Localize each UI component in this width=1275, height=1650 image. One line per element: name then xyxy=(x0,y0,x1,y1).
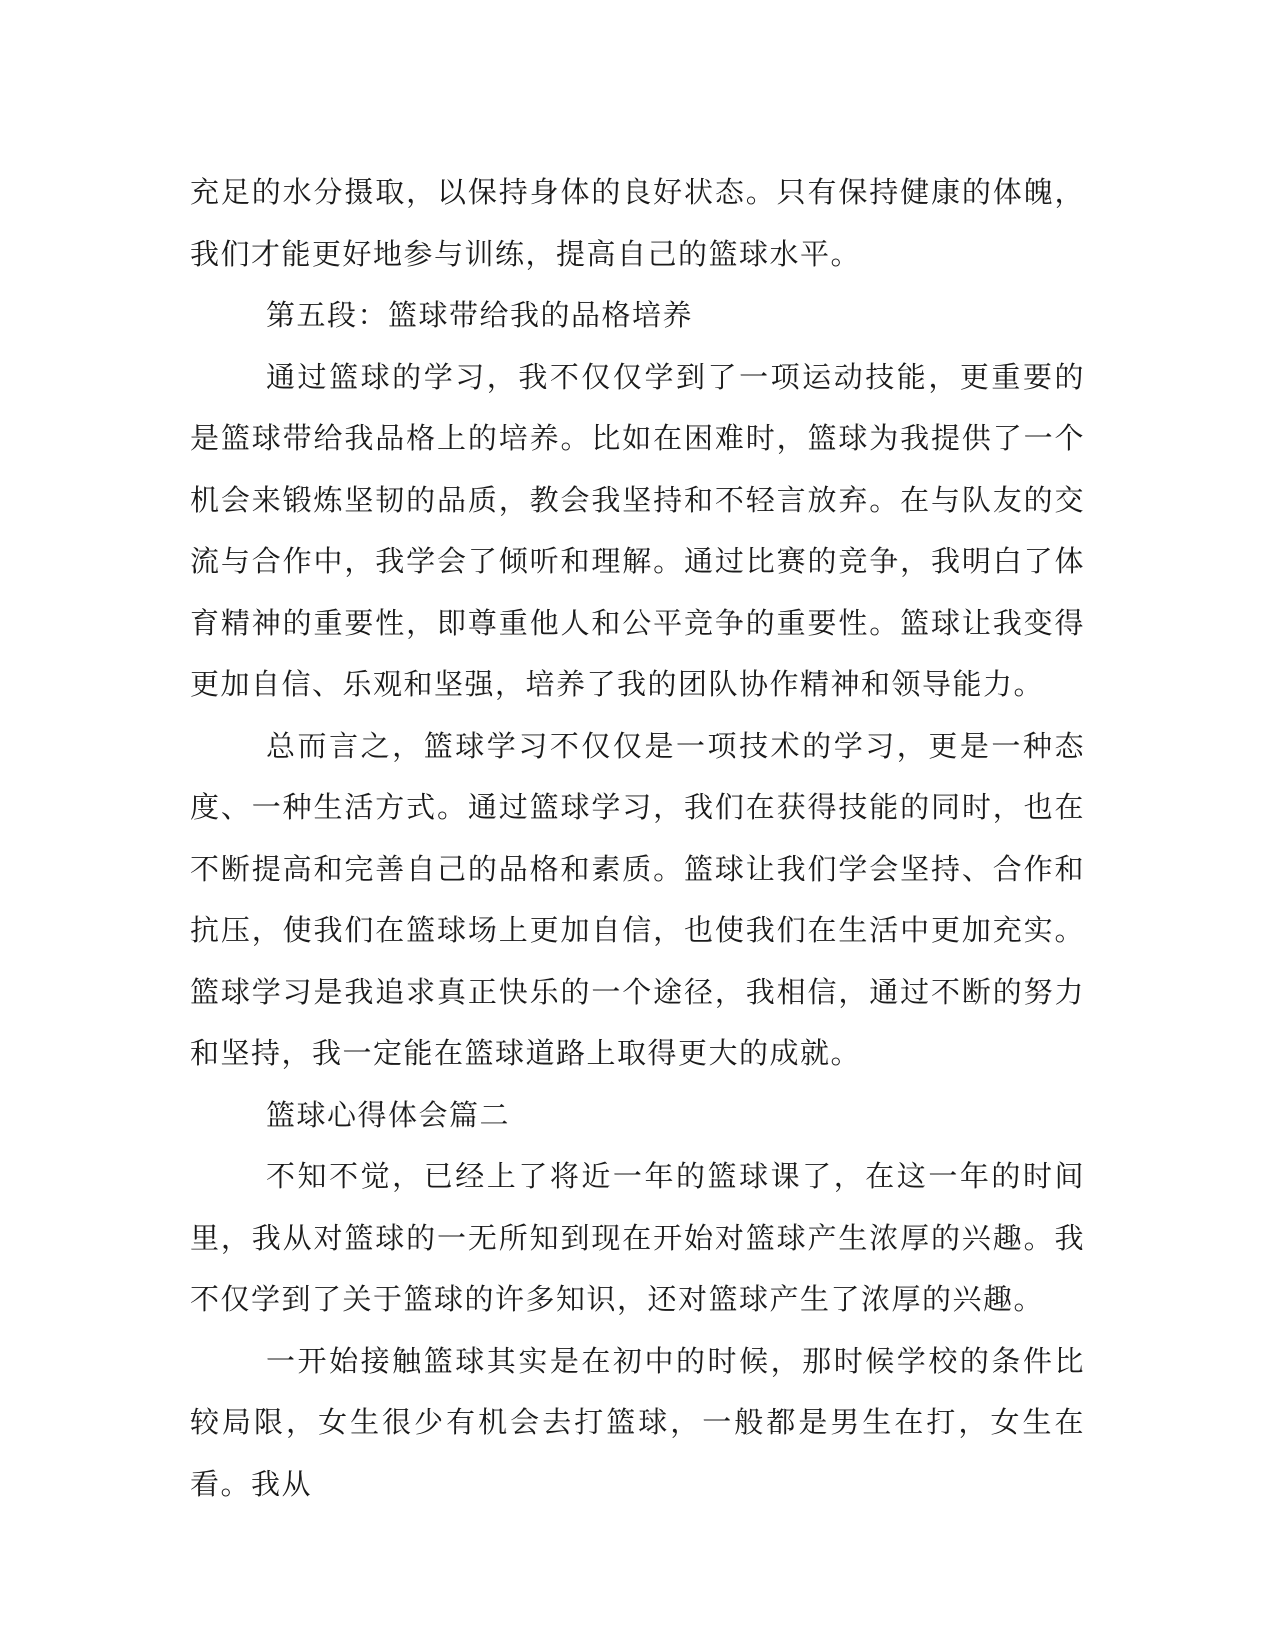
paragraph-conclusion: 总而言之，篮球学习不仅仅是一项技术的学习，更是一种态度、一种生活方式。通过篮球学习，我们在获得技能的同时，也在不断提高和完善自己的品格和素质。篮球让我们学会坚持、合作和抗压，使我们在篮球场上更加自信，也使我们在生活中更加充实。篮球学习是我追求真正快乐的一个途径，我相信，通过不断的努力和坚持，我一定能在篮球道路上取得更大的成就。 xyxy=(190,728,1085,1070)
section-heading-character: 第五段：篮球带给我的品格培养 xyxy=(266,298,694,332)
paragraph-one-year: 不知不觉，已经上了将近一年的篮球课了，在这一年的时间里，我从对篮球的一无所知到现在开始对篮球产生浓厚的兴趣。我不仅学到了关于篮球的许多知识，还对篮球产生了浓厚的兴趣。 xyxy=(190,1159,1085,1316)
body-text xyxy=(190,162,1085,1515)
article-heading-part-two: 篮球心得体会篇二 xyxy=(266,1097,511,1132)
paragraph-character-building: 通过篮球的学习，我不仅仅学到了一项运动技能，更重要的是篮球带给我品格上的培养。比如在困难时，篮球为我提供了一个机会来锻炼坚韧的品质，教会我坚持和不轻言放弃。在与队友的交流与合作中，我学会了倾听和理解。通过比赛的竞争，我明白了体育精神的重要性，即尊重他人和公平竞争的重要性。篮球让我变得更加自信、乐观和坚强，培养了我的团队协作精神和领导能力。 xyxy=(190,359,1085,701)
paragraph-hydration: 充足的水分摄取，以保持身体的良好状态。只有保持健康的体魄，我们才能更好地参与训练，提高自己的篮球水平。 xyxy=(190,175,1085,271)
paragraph-first-contact: 一开始接触篮球其实是在初中的时候，那时候学校的条件比较局限，女生很少有机会去打篮球，一般都是男生在打，女生在看。我从 xyxy=(190,1343,1085,1501)
